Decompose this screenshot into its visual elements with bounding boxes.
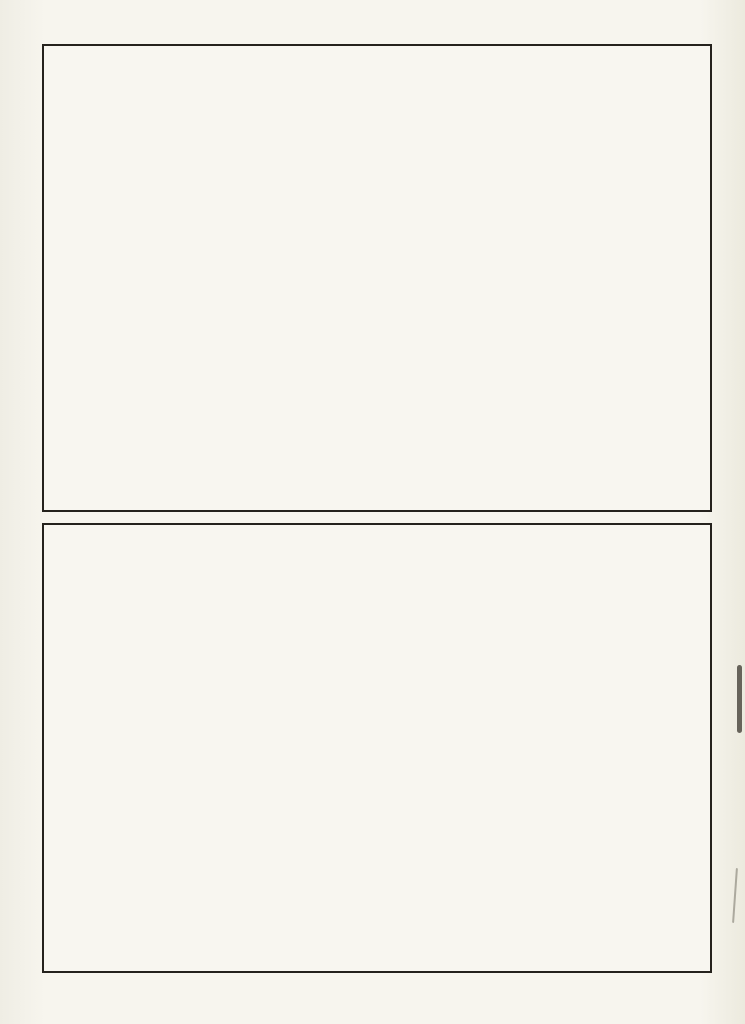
roster-table-bottom <box>42 523 712 973</box>
roster-table-top <box>42 44 712 512</box>
ink-smudge-artifact <box>737 665 742 733</box>
